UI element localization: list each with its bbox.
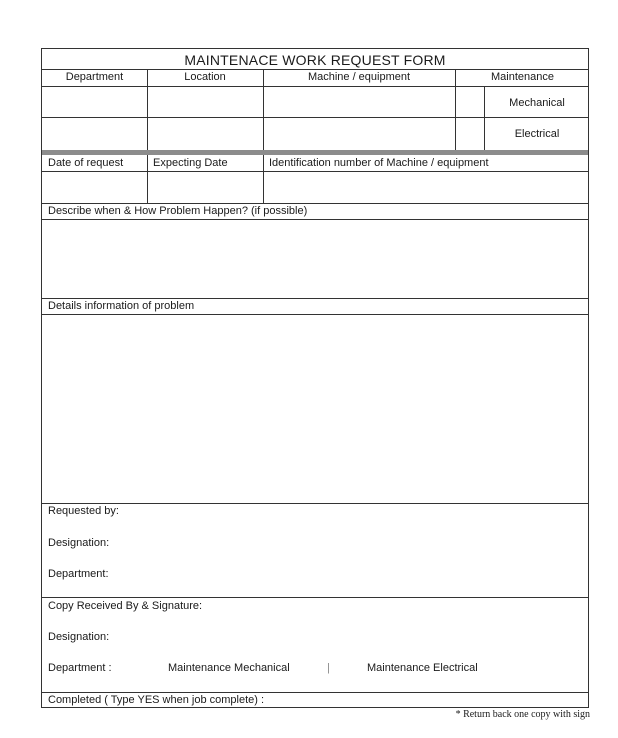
separator-pipe: | bbox=[327, 662, 330, 674]
form-title: MAINTENACE WORK REQUEST FORM bbox=[184, 52, 446, 68]
separator-bar bbox=[42, 150, 588, 155]
label-describe: Describe when & How Problem Happen? (if possible) bbox=[48, 205, 308, 217]
label-maint-electrical: Maintenance Electrical bbox=[367, 662, 478, 674]
footnote: * Return back one copy with sign bbox=[455, 709, 590, 720]
divider bbox=[42, 219, 588, 220]
divider bbox=[455, 69, 456, 150]
label-copy-received: Copy Received By & Signature: bbox=[48, 600, 203, 612]
divider bbox=[42, 69, 588, 70]
label-requested-department: Department: bbox=[48, 568, 109, 580]
option-mechanical: Mechanical bbox=[509, 97, 565, 109]
label-copy-designation: Designation: bbox=[48, 631, 110, 643]
divider bbox=[42, 692, 588, 693]
divider bbox=[42, 314, 588, 315]
divider bbox=[42, 117, 588, 118]
divider bbox=[42, 298, 588, 299]
label-requested-designation: Designation: bbox=[48, 537, 110, 549]
header-maintenance: Maintenance bbox=[491, 71, 554, 83]
divider bbox=[263, 155, 264, 203]
label-date-of-request: Date of request bbox=[48, 157, 124, 169]
label-identification: Identification number of Machine / equipment bbox=[269, 157, 489, 169]
header-location: Location bbox=[184, 71, 226, 83]
divider bbox=[42, 203, 588, 204]
divider bbox=[42, 503, 588, 504]
label-completed: Completed ( Type YES when job complete) : bbox=[48, 694, 265, 706]
label-expecting-date: Expecting Date bbox=[153, 157, 228, 169]
label-details: Details information of problem bbox=[48, 300, 195, 312]
header-department: Department bbox=[65, 71, 124, 83]
divider bbox=[147, 155, 148, 203]
divider bbox=[42, 597, 588, 598]
divider bbox=[484, 86, 485, 150]
divider bbox=[263, 69, 264, 150]
label-requested-by: Requested by: bbox=[48, 505, 119, 517]
maintenance-request-form bbox=[41, 48, 589, 708]
divider bbox=[42, 171, 588, 172]
label-maint-mechanical: Maintenance Mechanical bbox=[168, 662, 290, 674]
header-machine: Machine / equipment bbox=[307, 71, 411, 83]
option-electrical: Electrical bbox=[514, 128, 560, 140]
label-copy-department: Department : bbox=[48, 662, 112, 674]
divider bbox=[42, 86, 588, 87]
divider bbox=[147, 69, 148, 150]
